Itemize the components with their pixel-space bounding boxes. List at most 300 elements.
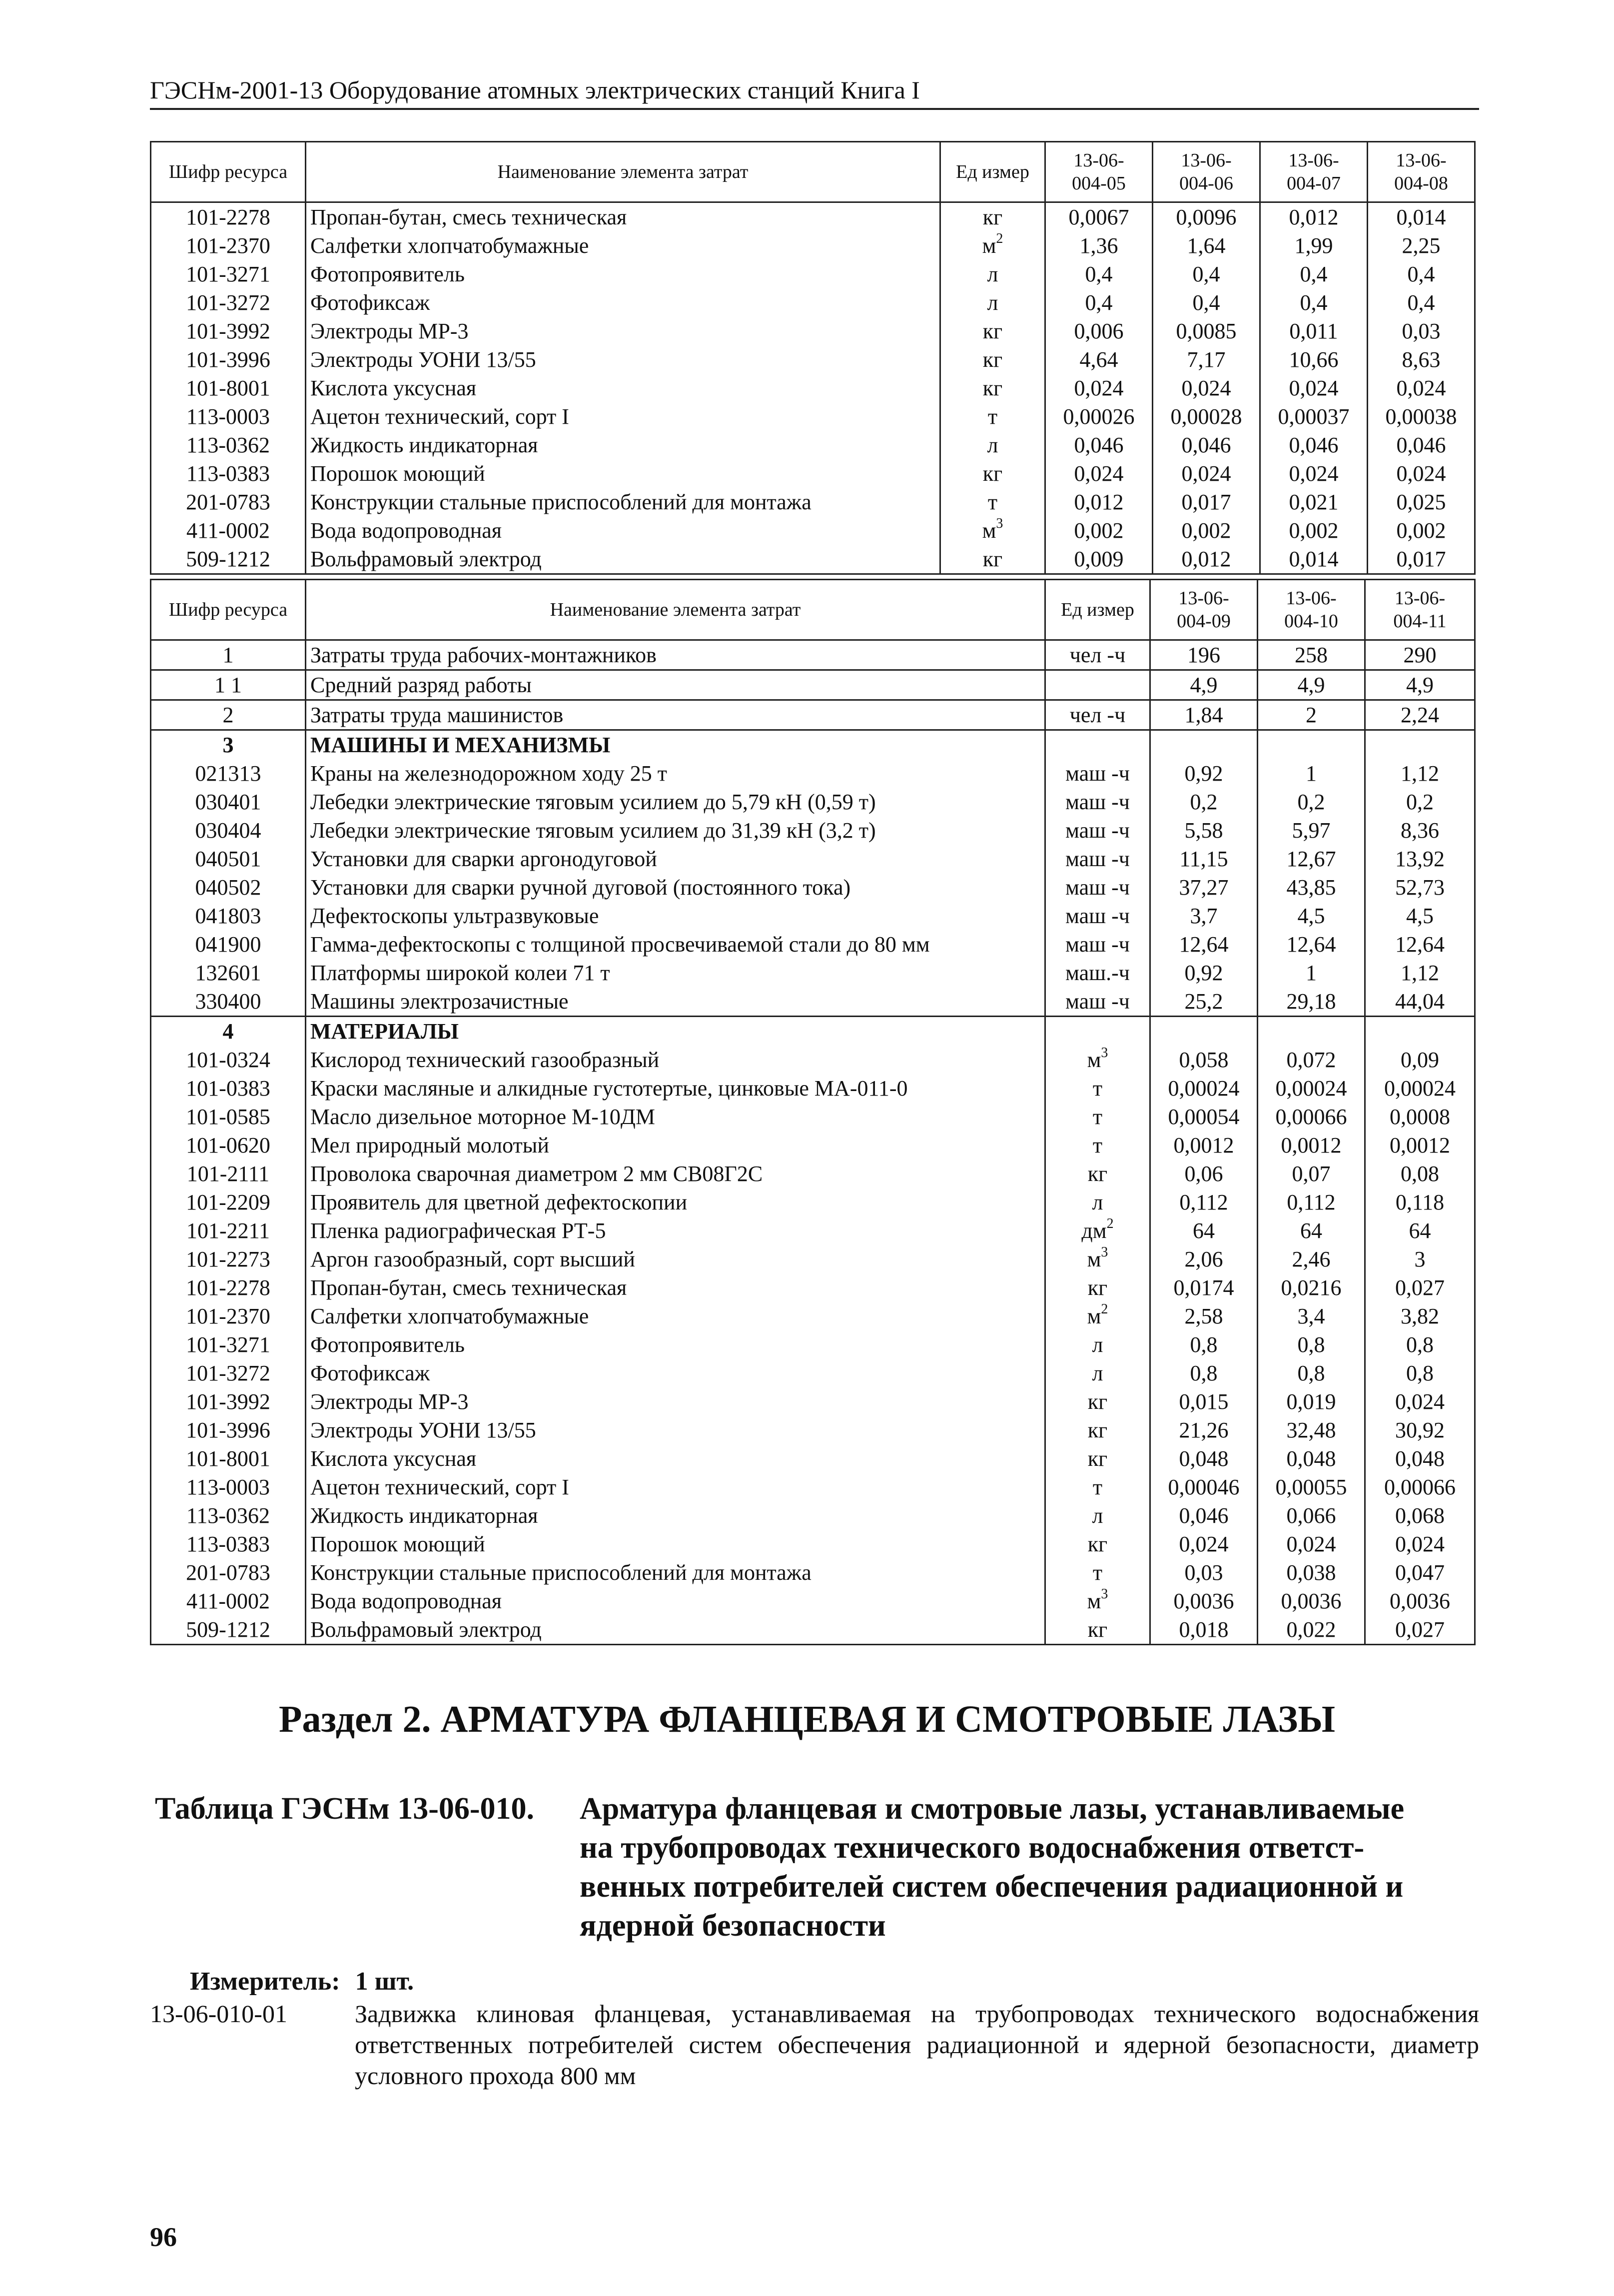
value-cell: 13,92 (1365, 845, 1475, 873)
value-cell: 0,00024 (1258, 1074, 1365, 1103)
value-cell: 12,64 (1150, 930, 1258, 959)
unit-cell: кг (1045, 1273, 1150, 1302)
unit-cell: маш -ч (1045, 788, 1150, 816)
resource-name: Электроды МР-3 (306, 317, 940, 345)
value-cell: 0,038 (1258, 1558, 1365, 1587)
unit-cell: т (1045, 1131, 1150, 1159)
resource-code: 201-0783 (151, 488, 306, 516)
table-row (151, 374, 1475, 402)
resource-code: 101-8001 (151, 1444, 306, 1473)
value-cell: 1,64 (1153, 231, 1260, 260)
table-row (151, 1330, 1475, 1359)
unit-cell: маш -ч (1045, 845, 1150, 873)
value-cell: 0,017 (1153, 488, 1260, 516)
value-cell (1365, 1017, 1475, 1046)
resource-name: Мел природный молотый (306, 1131, 1045, 1159)
resource-code: 2 (151, 700, 306, 730)
value-cell: 3,82 (1365, 1302, 1475, 1330)
unit-cell: л (1045, 1359, 1150, 1387)
unit-cell: л (1045, 1501, 1150, 1530)
value-cell: 0,048 (1365, 1444, 1475, 1473)
value-cell: 4,5 (1365, 902, 1475, 930)
value-cell: 12,64 (1365, 930, 1475, 959)
table-row (151, 1074, 1475, 1103)
measure-value: 1 шт. (355, 1967, 414, 1996)
resource-name: Пропан-бутан, смесь техническая (306, 1273, 1045, 1302)
value-cell: 1 (1258, 959, 1365, 987)
value-cell: 0,046 (1045, 431, 1153, 459)
unit-cell: маш -ч (1045, 930, 1150, 959)
resource-name: Электроды УОНИ 13/55 (306, 345, 940, 374)
unit-cell: т (940, 402, 1045, 431)
resource-name: Фотофиксаж (306, 1359, 1045, 1387)
table-row (151, 402, 1475, 431)
unit-cell: л (940, 260, 1045, 288)
header-norm-code: 13-06- 004-07 (1260, 142, 1368, 202)
unit-cell: кг (1045, 1530, 1150, 1558)
value-cell: 5,58 (1150, 816, 1258, 845)
resource-name: Жидкость индикаторная (306, 1501, 1045, 1530)
resource-name: Установки для сварки ручной дуговой (постоянного тока) (306, 873, 1045, 902)
table-row (151, 873, 1475, 902)
value-cell: 0,2 (1365, 788, 1475, 816)
resource-name: Установки для сварки аргонодуговой (306, 845, 1045, 873)
unit-cell: т (1045, 1473, 1150, 1501)
resource-name: Салфетки хлопчатобумажные (306, 231, 940, 260)
value-cell: 0,012 (1153, 545, 1260, 574)
resource-code: 509-1212 (151, 1615, 306, 1645)
value-cell: 0,018 (1150, 1615, 1258, 1645)
group-row (151, 730, 1475, 760)
value-cell: 0,058 (1150, 1046, 1258, 1074)
value-cell: 0,048 (1150, 1444, 1258, 1473)
value-cell: 0,0096 (1153, 202, 1260, 232)
resource-name: Ацетон технический, сорт I (306, 1473, 1045, 1501)
value-cell: 10,66 (1260, 345, 1368, 374)
value-cell: 0,0174 (1150, 1273, 1258, 1302)
value-cell: 0,0085 (1153, 317, 1260, 345)
table-row (151, 700, 1475, 730)
table-row (151, 1587, 1475, 1615)
value-cell: 2,06 (1150, 1245, 1258, 1273)
table-row (151, 488, 1475, 516)
value-cell: 1,12 (1365, 759, 1475, 788)
table-row (151, 431, 1475, 459)
value-cell: 0,024 (1153, 374, 1260, 402)
resource-code: 021313 (151, 759, 306, 788)
resource-code: 509-1212 (151, 545, 306, 574)
value-cell: 43,85 (1258, 873, 1365, 902)
value-cell: 0,4 (1260, 288, 1368, 317)
value-cell: 0,024 (1258, 1530, 1365, 1558)
header-norm-code: 13-06- 004-09 (1150, 580, 1258, 640)
unit-cell: маш -ч (1045, 873, 1150, 902)
value-cell: 8,63 (1368, 345, 1475, 374)
resource-table-1 (150, 141, 1476, 575)
resource-name: Лебедки электрические тяговым усилием до 31,39 кН (3,2 т) (306, 816, 1045, 845)
value-cell: 1,99 (1260, 231, 1368, 260)
resource-code: 132601 (151, 959, 306, 987)
value-cell: 0,112 (1258, 1188, 1365, 1216)
value-cell: 4,9 (1365, 670, 1475, 700)
resource-name: Пропан-бутан, смесь техническая (306, 202, 940, 232)
resource-code: 411-0002 (151, 516, 306, 545)
resource-code: 030401 (151, 788, 306, 816)
value-cell: 2,58 (1150, 1302, 1258, 1330)
value-cell: 2,24 (1365, 700, 1475, 730)
value-cell: 0,024 (1260, 374, 1368, 402)
resource-name: Фотопроявитель (306, 1330, 1045, 1359)
header-norm-code: 13-06- 004-10 (1258, 580, 1365, 640)
value-cell: 12,64 (1258, 930, 1365, 959)
table-row (151, 1046, 1475, 1074)
value-cell: 8,36 (1365, 816, 1475, 845)
value-cell: 0,118 (1365, 1188, 1475, 1216)
value-cell: 0,015 (1150, 1387, 1258, 1416)
resource-name: Вольфрамовый электрод (306, 545, 940, 574)
table-row (151, 516, 1475, 545)
unit-cell: кг (1045, 1387, 1150, 1416)
resource-code: 101-3271 (151, 260, 306, 288)
unit-cell: кг (940, 374, 1045, 402)
table-row (151, 1501, 1475, 1530)
value-cell: 0,06 (1150, 1159, 1258, 1188)
value-cell: 0,068 (1365, 1501, 1475, 1530)
table-title-line: Арматура фланцевая и смотровые лазы, устанавливаемые (580, 1792, 1405, 1826)
measure-label: Измеритель: (190, 1967, 340, 1996)
resource-name: Конструкции стальные приспособлений для монтажа (306, 1558, 1045, 1587)
value-cell: 0,4 (1045, 288, 1153, 317)
unit-cell: л (1045, 1330, 1150, 1359)
table-row (151, 845, 1475, 873)
table-row (151, 816, 1475, 845)
unit-cell (1045, 1017, 1150, 1046)
value-cell: 0,046 (1260, 431, 1368, 459)
value-cell: 32,48 (1258, 1416, 1365, 1444)
header-norm-code: 13-06- 004-05 (1045, 142, 1153, 202)
value-cell: 3,4 (1258, 1302, 1365, 1330)
unit-cell: $м^2$ (940, 231, 1045, 260)
value-cell: 21,26 (1150, 1416, 1258, 1444)
value-cell: 12,67 (1258, 845, 1365, 873)
resource-code: 101-0383 (151, 1074, 306, 1103)
page-number: 96 (150, 2222, 177, 2252)
unit-cell: маш -ч (1045, 902, 1150, 930)
value-cell: 0,00037 (1260, 402, 1368, 431)
value-cell: 0,021 (1260, 488, 1368, 516)
measure-unit (190, 1967, 414, 1996)
unit-cell: т (1045, 1074, 1150, 1103)
value-cell: 0,0036 (1150, 1587, 1258, 1615)
value-cell: 0,0012 (1365, 1131, 1475, 1159)
value-cell: 52,73 (1365, 873, 1475, 902)
value-cell: 0,0012 (1258, 1131, 1365, 1159)
table-row (151, 1558, 1475, 1587)
unit-exponent: 2 (1101, 1302, 1108, 1317)
value-cell: 0,024 (1365, 1387, 1475, 1416)
unit-cell: т (1045, 1103, 1150, 1131)
table-row (151, 231, 1475, 260)
value-cell: 4,9 (1258, 670, 1365, 700)
value-cell: 0,024 (1368, 459, 1475, 488)
resource-name: Вольфрамовый электрод (306, 1615, 1045, 1645)
table-row (151, 1359, 1475, 1387)
value-cell: 64 (1365, 1216, 1475, 1245)
unit-exponent: 3 (1101, 1245, 1108, 1260)
value-cell: 0,046 (1150, 1501, 1258, 1530)
value-cell: 2,25 (1368, 231, 1475, 260)
value-cell: 0,92 (1150, 959, 1258, 987)
value-cell: 4,64 (1045, 345, 1153, 374)
norm-description: Задвижка клиновая фланцевая, устанавливаемая на трубопроводах технического водоснабжения ответственных потребителей систем обеспечения радиационной и ядерной безопасности, диаметр условного прохода 800 мм (355, 2000, 1479, 2090)
resource-name: Аргон газообразный, сорт высший (306, 1245, 1045, 1273)
value-cell (1150, 1017, 1258, 1046)
value-cell: 0,011 (1260, 317, 1368, 345)
resource-code: 113-0383 (151, 1530, 306, 1558)
table-row (151, 202, 1475, 232)
value-cell: 0,00028 (1153, 402, 1260, 431)
unit-cell: кг (940, 317, 1045, 345)
resource-name: Краски масляные и алкидные густотертые, цинковые МА-011-0 (306, 1074, 1045, 1103)
resource-name: Порошок моющий (306, 459, 940, 488)
header-norm-code: 13-06- 004-08 (1368, 142, 1475, 202)
unit-exponent: 2 (1106, 1216, 1114, 1231)
resource-name: Конструкции стальные приспособлений для монтажа (306, 488, 940, 516)
table-row (151, 1131, 1475, 1159)
unit-cell: $дм^2$ (1045, 1216, 1150, 1245)
resource-name: Вода водопроводная (306, 1587, 1045, 1615)
value-cell: 2 (1258, 700, 1365, 730)
resource-name: Кислород технический газообразный (306, 1046, 1045, 1074)
value-cell: 0,012 (1045, 488, 1153, 516)
value-cell: 0,00026 (1045, 402, 1153, 431)
unit-cell: т (1045, 1558, 1150, 1587)
value-cell: 0,09 (1365, 1046, 1475, 1074)
resource-name: Лебедки электрические тяговым усилием до 5,79 кН (0,59 т) (306, 788, 1045, 816)
value-cell: 0,112 (1150, 1188, 1258, 1216)
resource-code: 330400 (151, 987, 306, 1017)
value-cell: 0,8 (1258, 1330, 1365, 1359)
value-cell (1258, 730, 1365, 760)
value-cell: 0,4 (1368, 260, 1475, 288)
resource-code: 101-0585 (151, 1103, 306, 1131)
value-cell: 0,014 (1368, 202, 1475, 232)
unit-cell: $м^2$ (1045, 1302, 1150, 1330)
value-cell: 0,0036 (1365, 1587, 1475, 1615)
value-cell: 0,4 (1260, 260, 1368, 288)
value-cell: 0,08 (1365, 1159, 1475, 1188)
value-cell: 0,8 (1150, 1359, 1258, 1387)
value-cell: 0,014 (1260, 545, 1368, 574)
table-row (151, 1103, 1475, 1131)
value-cell: 7,17 (1153, 345, 1260, 374)
table-title-text (580, 1789, 1489, 1945)
value-cell: 4,5 (1258, 902, 1365, 930)
resource-name: Масло дизельное моторное М-10ДМ (306, 1103, 1045, 1131)
resource-code: 101-2211 (151, 1216, 306, 1245)
value-cell: 0,4 (1368, 288, 1475, 317)
value-cell: 0,0216 (1258, 1273, 1365, 1302)
unit-cell (1045, 730, 1150, 760)
header-norm-code: 13-06- 004-11 (1365, 580, 1475, 640)
resource-code: 101-3271 (151, 1330, 306, 1359)
value-cell: 0,4 (1153, 288, 1260, 317)
table-row (151, 1302, 1475, 1330)
value-cell: 0,00038 (1368, 402, 1475, 431)
value-cell: 4,9 (1150, 670, 1258, 700)
unit-exponent: 2 (996, 231, 1003, 246)
table-title-line: венных потребителей систем обеспечения радиационной и (580, 1870, 1404, 1904)
table-row (151, 788, 1475, 816)
resource-code: 3 (151, 730, 306, 760)
resource-code: 113-0383 (151, 459, 306, 488)
resource-code: 113-0362 (151, 431, 306, 459)
value-cell: 0,024 (1260, 459, 1368, 488)
resource-code: 1 (151, 640, 306, 670)
unit-cell: маш -ч (1045, 759, 1150, 788)
unit-cell: кг (940, 545, 1045, 574)
resource-name: Затраты труда машинистов (306, 700, 1045, 730)
resource-name: Жидкость индикаторная (306, 431, 940, 459)
resource-name: Ацетон технический, сорт I (306, 402, 940, 431)
unit-cell: л (940, 288, 1045, 317)
value-cell: 290 (1365, 640, 1475, 670)
value-cell: 11,15 (1150, 845, 1258, 873)
table-row (151, 902, 1475, 930)
value-cell: 0,4 (1153, 260, 1260, 288)
value-cell: 29,18 (1258, 987, 1365, 1017)
header-unit: Ед измер (940, 142, 1045, 202)
value-cell: 0,002 (1153, 516, 1260, 545)
value-cell: 0,027 (1365, 1273, 1475, 1302)
unit-cell: л (1045, 1188, 1150, 1216)
value-cell (1258, 1017, 1365, 1046)
value-cell: 0,03 (1368, 317, 1475, 345)
resource-name: Проявитель для цветной дефектоскопии (306, 1188, 1045, 1216)
resource-name: МАТЕРИАЛЫ (306, 1017, 1045, 1046)
table-row (151, 317, 1475, 345)
resource-name: Кислота уксусная (306, 374, 940, 402)
value-cell: 25,2 (1150, 987, 1258, 1017)
unit-cell: маш -ч (1045, 987, 1150, 1017)
table-header-row (151, 142, 1475, 202)
value-cell: 0,046 (1368, 431, 1475, 459)
value-cell: 0,00066 (1258, 1103, 1365, 1131)
header-code: Шифр ресурса (151, 142, 306, 202)
value-cell: 64 (1150, 1216, 1258, 1245)
resource-name: Пленка радиографическая РТ-5 (306, 1216, 1045, 1245)
resource-code: 101-3996 (151, 1416, 306, 1444)
value-cell: 1,84 (1150, 700, 1258, 730)
resource-code: 101-2278 (151, 1273, 306, 1302)
resource-code: 040501 (151, 845, 306, 873)
table-row (151, 1444, 1475, 1473)
table-row (151, 345, 1475, 374)
value-cell: 0,019 (1258, 1387, 1365, 1416)
value-cell: 0,002 (1260, 516, 1368, 545)
unit-cell: кг (1045, 1444, 1150, 1473)
value-cell: 37,27 (1150, 873, 1258, 902)
resource-code: 101-2111 (151, 1159, 306, 1188)
value-cell: 0,048 (1258, 1444, 1365, 1473)
value-cell: 0,00046 (1150, 1473, 1258, 1501)
value-cell: 5,97 (1258, 816, 1365, 845)
resource-name: Вода водопроводная (306, 516, 940, 545)
value-cell: 0,025 (1368, 488, 1475, 516)
table-row (151, 260, 1475, 288)
value-cell: 196 (1150, 640, 1258, 670)
value-cell: 258 (1258, 640, 1365, 670)
resource-code: 101-8001 (151, 374, 306, 402)
resource-name: Электроды МР-3 (306, 1387, 1045, 1416)
value-cell: 44,04 (1365, 987, 1475, 1017)
value-cell: 0,066 (1258, 1501, 1365, 1530)
unit-exponent: 3 (996, 516, 1003, 531)
unit-exponent: 3 (1101, 1046, 1108, 1061)
resource-table-2 (150, 579, 1476, 1645)
header-unit: Ед измер (1045, 580, 1150, 640)
header-code: Шифр ресурса (151, 580, 306, 640)
resource-name: Фотопроявитель (306, 260, 940, 288)
unit-cell: кг (1045, 1416, 1150, 1444)
value-cell: 0,8 (1150, 1330, 1258, 1359)
value-cell: 0,8 (1365, 1330, 1475, 1359)
resource-code: 101-3272 (151, 288, 306, 317)
unit-cell: кг (1045, 1159, 1150, 1188)
unit-cell: л (940, 431, 1045, 459)
table-row (151, 1615, 1475, 1645)
resource-code: 101-0324 (151, 1046, 306, 1074)
resource-code: 041900 (151, 930, 306, 959)
value-cell (1150, 730, 1258, 760)
value-cell: 0,03 (1150, 1558, 1258, 1587)
unit-cell: $м^3$ (1045, 1046, 1150, 1074)
table-row (151, 1188, 1475, 1216)
running-header: ГЭСНм-2001-13 Оборудование атомных электрических станций Книга I (150, 75, 1479, 110)
unit-cell: кг (940, 345, 1045, 374)
table-row (151, 1273, 1475, 1302)
table-header-row (151, 580, 1475, 640)
value-cell: 2,46 (1258, 1245, 1365, 1273)
resource-code: 041803 (151, 902, 306, 930)
value-cell: 0,024 (1150, 1530, 1258, 1558)
resource-code: 101-2370 (151, 1302, 306, 1330)
unit-cell: маш.-ч (1045, 959, 1150, 987)
value-cell (1365, 730, 1475, 760)
resource-code: 101-3996 (151, 345, 306, 374)
table-row (151, 987, 1475, 1017)
resource-code: 101-2278 (151, 202, 306, 232)
value-cell: 0,0008 (1365, 1103, 1475, 1131)
resource-code: 040502 (151, 873, 306, 902)
resource-name: МАШИНЫ И МЕХАНИЗМЫ (306, 730, 1045, 760)
resource-name: Дефектоскопы ультразвуковые (306, 902, 1045, 930)
table-row (151, 1387, 1475, 1416)
unit-cell: чел -ч (1045, 700, 1150, 730)
resource-code: 101-3272 (151, 1359, 306, 1387)
resource-name: Фотофиксаж (306, 288, 940, 317)
table-row (151, 1159, 1475, 1188)
resource-name: Краны на железнодорожном ходу 25 т (306, 759, 1045, 788)
value-cell: 1 (1258, 759, 1365, 788)
value-cell: 0,92 (1150, 759, 1258, 788)
value-cell: 0,024 (1368, 374, 1475, 402)
value-cell: 0,2 (1258, 788, 1365, 816)
resource-code: 101-2273 (151, 1245, 306, 1273)
table-row (151, 670, 1475, 700)
table-row (151, 930, 1475, 959)
value-cell: 0,024 (1045, 374, 1153, 402)
